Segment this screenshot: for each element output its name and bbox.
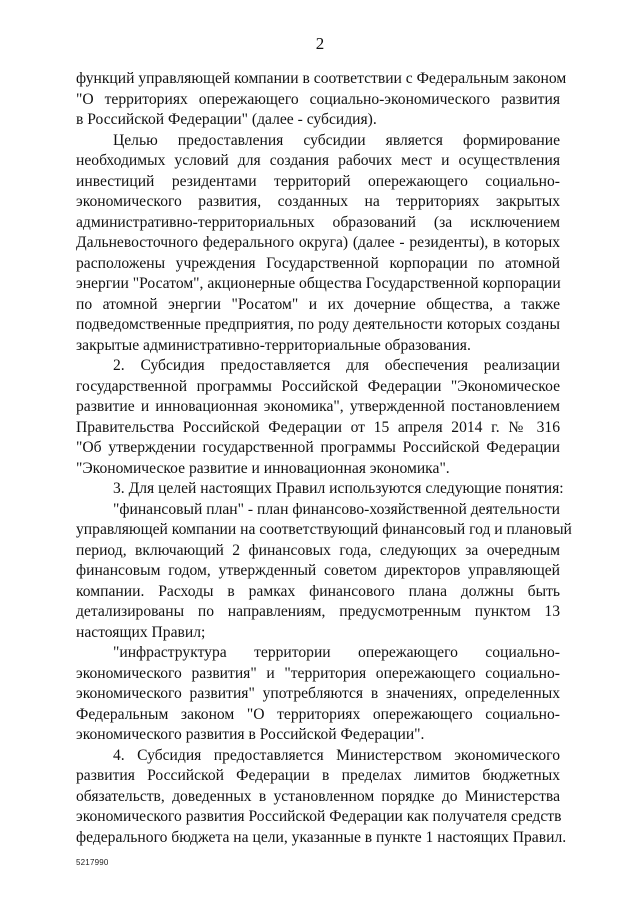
text-line: "Экономическое развитие и инновационная экономика".	[76, 459, 450, 477]
text-line: Правительства Российской Федерации от 15 апреля 2014 г. № 316	[76, 418, 560, 436]
text-line: 3. Для целей настоящих Правил используются следующие понятия:	[113, 480, 564, 497]
text-line: экономического развития Российской Федерации как получателя средств	[76, 808, 562, 825]
text-line: экономического развития" употребляются в значениях, определенных	[76, 685, 560, 702]
text-line: управляющей компании на соответствующий финансовый год и плановый	[76, 521, 572, 538]
text-line: расположены учреждения Государственной корпорации по атомной	[76, 254, 560, 272]
text-line: обязательств, доведенных в установленном порядке до Министерства	[76, 787, 560, 805]
text-line: подведомственные предприятия, по роду деятельности которых созданы	[76, 316, 560, 333]
text-line: инвестиций резидентами территорий опережающего социально-	[76, 172, 560, 190]
page-number: 2	[315, 34, 325, 53]
text-line: компании. Расходы в рамках финансового плана должны быть	[76, 582, 560, 600]
text-line: необходимых условий для создания рабочих мест и осуществления	[76, 152, 560, 169]
text-line: в Российской Федерации" (далее - субсидия).	[76, 111, 377, 128]
text-line: закрытые административно-территориальные образования.	[76, 336, 471, 354]
document-body	[76, 69, 572, 848]
text-line: финансовым годом, утвержденный советом директоров управляющей	[76, 562, 560, 579]
text-line: 2. Субсидия предоставляется для обеспечения реализации	[113, 357, 560, 374]
text-line: государственной программы Российской Федерации "Экономическое	[76, 377, 560, 395]
text-line: настоящих Правил;	[76, 623, 206, 641]
text-line: Дальневосточного федерального округа) (далее - резиденты), в которых	[76, 234, 560, 251]
text-line: федерального бюджета на цели, указанные в пункте 1 настоящих Правил.	[76, 828, 567, 846]
text-line: развитие и инновационная экономика", утвержденной постановлением	[76, 398, 560, 415]
document-code: 5217990	[76, 858, 109, 867]
text-line: Федеральным законом "О территориях опережающего социально-	[76, 705, 560, 723]
text-line: по атомной энергии "Росатом" и их дочерние общества, а также	[76, 295, 560, 313]
text-line: функций управляющей компании в соответствии с Федеральным законом	[76, 70, 567, 87]
text-line: экономического развития, созданных на территориях закрытых	[76, 193, 560, 210]
text-line: энергии "Росатом", акционерные общества Государственной корпорации	[76, 275, 561, 292]
text-line: период, включающий 2 финансовых года, следующих за очередным	[76, 541, 560, 559]
text-line: "финансовый план" - план финансово-хозяйственной деятельности	[113, 500, 560, 518]
text-line: экономического развития" и "территория опережающего социально-	[76, 664, 560, 682]
text-line: Целью предоставления субсидии является формирование	[113, 131, 560, 149]
text-line: "инфраструктура территории опережающего социально-	[113, 644, 560, 661]
text-line: 4. Субсидия предоставляется Министерством экономического	[113, 746, 560, 764]
text-line: развития Российской Федерации в пределах лимитов бюджетных	[76, 767, 560, 784]
text-line: детализированы по направлениям, предусмотренным пунктом 13	[76, 603, 560, 620]
text-line: административно-территориальных образований (за исключением	[76, 213, 560, 231]
text-line: "О территориях опережающего социально-экономического развития	[76, 90, 560, 108]
text-line: экономического развития в Российской Федерации".	[76, 726, 425, 743]
text-line: "Об утверждении государственной программы Российской Федерации	[76, 439, 560, 456]
